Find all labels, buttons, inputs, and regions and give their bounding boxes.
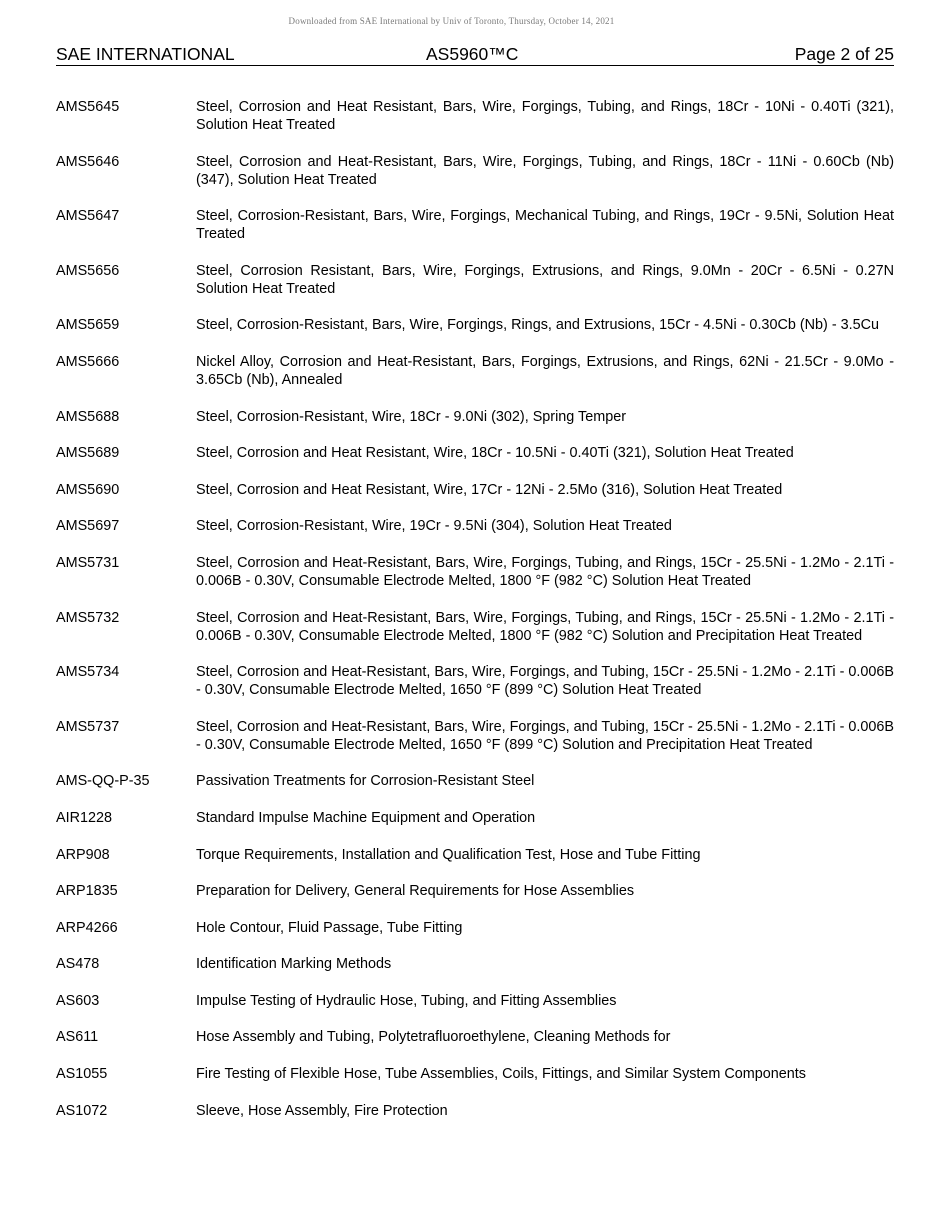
reference-code: AS611 [56, 1029, 99, 1046]
reference-code: AMS5646 [56, 153, 120, 170]
reference-code: AMS5732 [56, 609, 120, 626]
reference-title: Hose Assembly and Tubing, Polytetrafluoroethylene, Cleaning Methods for [196, 1029, 671, 1046]
reference-title: Steel, Corrosion and Heat Resistant, Wire, 18Cr - 10.5Ni - 0.40Ti (321), Solution Heat Treated [196, 445, 794, 462]
reference-title: Torque Requirements, Installation and Qualification Test, Hose and Tube Fitting [196, 846, 701, 863]
reference-title: Hole Contour, Fluid Passage, Tube Fitting [196, 919, 463, 936]
reference-title: Steel, Corrosion and Heat-Resistant, Bars, Wire, Forgings, Tubing, and Rings, 15Cr - 25.5Ni - 1.2Mo - 2.1Ti - 0.006B - 0.30V, Consumable Electrode Melted, 1800 °F (982 °C) Solution and Precipitation Heat Treated [196, 609, 894, 644]
reference-code: AMS5656 [56, 262, 120, 279]
reference-row [56, 1028, 894, 1046]
reference-code: AMS5659 [56, 317, 120, 334]
reference-row [56, 98, 894, 134]
reference-row [56, 919, 894, 937]
reference-row [56, 992, 894, 1010]
reference-title: Steel, Corrosion and Heat-Resistant, Bars, Wire, Forgings, Tubing, and Rings, 15Cr - 25.5Ni - 1.2Mo - 2.1Ti - 0.006B - 0.30V, Consumable Electrode Melted, 1800 °F (982 °C) Solution Heat Treated [196, 554, 894, 589]
reference-title: Fire Testing of Flexible Hose, Tube Assemblies, Coils, Fittings, and Similar System Components [196, 1066, 806, 1083]
reference-row [56, 718, 894, 754]
reference-title: Impulse Testing of Hydraulic Hose, Tubing, and Fitting Assemblies [196, 992, 617, 1009]
reference-title: Steel, Corrosion-Resistant, Bars, Wire, Forgings, Rings, and Extrusions, 15Cr - 4.5Ni - 0.30Cb (Nb) - 3.5Cu [196, 317, 880, 334]
reference-row [56, 772, 894, 790]
reference-code: AMS-QQ-P-35 [56, 773, 150, 790]
reference-title: Steel, Corrosion Resistant, Bars, Wire, Forgings, Extrusions, and Rings, 9.0Mn - 20Cr - 6.5Ni - 0.27N Solution Heat Treated [196, 262, 894, 297]
reference-row [56, 207, 894, 243]
reference-row [56, 517, 894, 535]
reference-row [56, 663, 894, 699]
reference-row [56, 444, 894, 462]
reference-row [56, 353, 894, 389]
reference-title: Sleeve, Hose Assembly, Fire Protection [196, 1102, 448, 1119]
reference-code: ARP1835 [56, 883, 118, 900]
reference-row [56, 153, 894, 189]
reference-list [56, 98, 894, 1138]
reference-code: AMS5688 [56, 408, 120, 425]
reference-code: AMS5697 [56, 518, 120, 535]
header-organization: SAE INTERNATIONAL [56, 44, 235, 64]
reference-code: AMS5689 [56, 445, 120, 462]
reference-row [56, 262, 894, 298]
reference-code: AS1072 [56, 1102, 108, 1119]
reference-code: AS1055 [56, 1066, 108, 1083]
reference-title: Steel, Corrosion and Heat Resistant, Bars, Wire, Forgings, Tubing, and Rings, 18Cr - 10Ni - 0.40Ti (321), Solution Heat Treated [196, 99, 894, 133]
reference-code: AMS5647 [56, 208, 120, 225]
reference-title: Preparation for Delivery, General Requirements for Hose Assemblies [196, 883, 635, 900]
reference-row [56, 1102, 894, 1120]
reference-row [56, 846, 894, 864]
reference-title: Steel, Corrosion-Resistant, Wire, 19Cr - 9.5Ni (304), Solution Heat Treated [196, 518, 672, 535]
reference-title: Steel, Corrosion and Heat-Resistant, Bars, Wire, Forgings, and Tubing, 15Cr - 25.5Ni - 1.2Mo - 2.1Ti - 0.006B - 0.30V, Consumable Electrode Melted, 1650 °F (899 °C) Solution Heat Treated [196, 664, 894, 699]
reference-row [56, 882, 894, 900]
reference-code: AS478 [56, 956, 100, 973]
reference-code: AMS5645 [56, 99, 120, 115]
reference-title: Steel, Corrosion and Heat-Resistant, Bars, Wire, Forgings, Tubing, and Rings, 18Cr - 11Ni - 0.60Cb (Nb) (347), Solution Heat Treated [196, 153, 894, 188]
reference-row [56, 481, 894, 499]
reference-code: AMS5666 [56, 353, 120, 370]
reference-code: AIR1228 [56, 809, 113, 826]
reference-title: Passivation Treatments for Corrosion-Resistant Steel [196, 773, 535, 790]
reference-code: AS603 [56, 992, 100, 1009]
reference-row [56, 955, 894, 973]
reference-title: Steel, Corrosion and Heat-Resistant, Bars, Wire, Forgings, and Tubing, 15Cr - 25.5Ni - 1.2Mo - 2.1Ti - 0.006B - 0.30V, Consumable Electrode Melted, 1650 °F (899 °C) Solution and Precipitation Heat Treated [196, 718, 894, 753]
reference-code: ARP4266 [56, 919, 118, 936]
reference-title: Standard Impulse Machine Equipment and Operation [196, 809, 536, 826]
header-page-number: Page 2 of 25 [794, 44, 894, 64]
reference-code: ARP908 [56, 846, 110, 863]
reference-row [56, 609, 894, 645]
reference-title: Nickel Alloy, Corrosion and Heat-Resistant, Bars, Forgings, Extrusions, and Rings, 62Ni - 21.5Cr - 9.0Mo - 3.65Cb (Nb), Annealed [196, 353, 894, 388]
reference-row [56, 408, 894, 426]
reference-row [56, 316, 894, 334]
reference-title: Steel, Corrosion-Resistant, Wire, 18Cr - 9.0Ni (302), Spring Temper [196, 408, 627, 425]
reference-title: Steel, Corrosion-Resistant, Bars, Wire, Forgings, Mechanical Tubing, and Rings, 19Cr - 9.5Ni, Solution Heat Treated [196, 208, 894, 243]
reference-code: AMS5731 [56, 554, 120, 571]
reference-title: Identification Marking Methods [196, 956, 392, 973]
reference-row [56, 1065, 894, 1083]
header-document-number: AS5960™C [426, 44, 519, 64]
download-watermark: Downloaded from SAE International by Univ of Toronto, Thursday, October 14, 2021 [288, 16, 615, 26]
reference-code: AMS5690 [56, 481, 120, 498]
reference-row [56, 554, 894, 590]
page-header [56, 45, 894, 66]
reference-code: AMS5734 [56, 664, 120, 681]
reference-row [56, 809, 894, 827]
reference-code: AMS5737 [56, 718, 120, 735]
reference-title: Steel, Corrosion and Heat Resistant, Wire, 17Cr - 12Ni - 2.5Mo (316), Solution Heat Treated [196, 481, 783, 498]
